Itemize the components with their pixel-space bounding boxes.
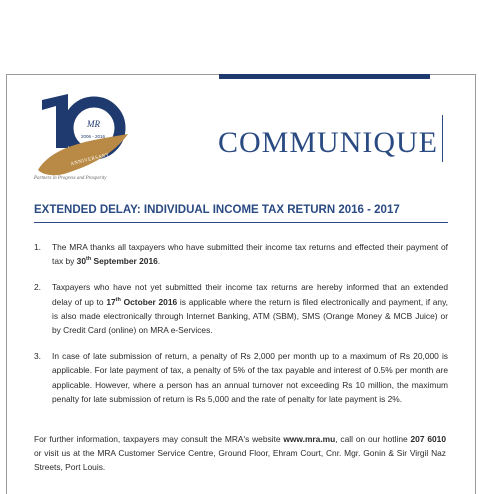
- deadline-date: 30th September 2016: [76, 256, 158, 267]
- list-item-1: [34, 240, 448, 268]
- headline: EXTENDED DELAY: INDIVIDUAL INCOME TAX RETURN 2016 - 2017: [34, 204, 400, 216]
- list-item-number: 2.: [34, 282, 41, 293]
- contact-paragraph: For further information, taxpayers may consult the MRA's website www.mra.mu, call on our hotline 207 6010 or visit us at the MRA Customer Service Centre, Ground Floor, Ehram Court, Cnr. Mgr. Gonin & Sir Virgil Naz Streets, Port Louis.: [34, 434, 446, 473]
- logo-anniversary-label: ANNIVERSARY: [70, 152, 111, 168]
- list-item-text: The MRA thanks all taxpayers who have submitted their income tax returns and effected their payment of tax by 30th September 2016.: [52, 242, 448, 267]
- list-item-text: Taxpayers who have not yet submitted their income tax returns are hereby informed that an extended delay of up to 17th October 2016 is applicable where the return is filed electronically and payment, if any, is also made electronically through Internet Banking, ATM (SBM), SMS (Orange Money & MCB Juice) or by Credit Card (online) on MRA e-Services.: [52, 282, 448, 336]
- header-accent-bar: [219, 74, 430, 79]
- mra-10th-anniversary-logo: [34, 94, 142, 176]
- logo-tagline: Partners in Progress and Prosperity: [34, 176, 107, 181]
- list-item-3: [34, 349, 448, 406]
- list-item-number: 3.: [34, 351, 41, 362]
- hotline-number: 207 6010: [410, 434, 446, 444]
- website-link[interactable]: www.mra.mu: [283, 434, 336, 444]
- svg-text:MR: MR: [87, 119, 100, 129]
- list-item-text: In case of late submission of return, a penalty of Rs 2,000 per month up to a maximum of Rs 20,000 is applicable. For late payment of tax, a penalty of 5% of the tax payable and interest of 0.5% per month are applicable. However, where a person has an annual turnover not exceeding Rs 10 million, the maximum penalty for late submission of return is Rs 5,000 and the rate of penalty for late payment is 2%.: [52, 351, 448, 404]
- page-title: COMMUNIQUE: [218, 126, 438, 159]
- deadline-date: 17th October 2016: [106, 296, 178, 307]
- list-item-number: 1.: [34, 242, 41, 252]
- title-divider: [442, 115, 443, 162]
- list-item-2: [34, 280, 448, 337]
- logo-years-label: 2006 - 2016: [81, 134, 106, 139]
- numbered-list: [34, 240, 448, 418]
- headline-rule: [34, 222, 448, 223]
